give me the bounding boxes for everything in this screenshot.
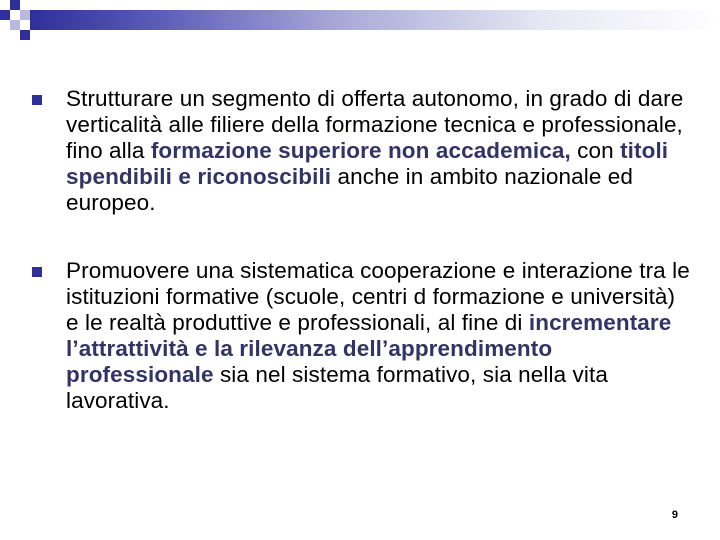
slide-content (30, 86, 690, 456)
header-decoration-square (0, 10, 10, 20)
emphasized-text: incrementare l’attrattività e la rilevanza dell’apprendimento professionale (66, 310, 672, 387)
header-decoration-square (20, 30, 30, 40)
text-segment: anche in ambito nazionale ed europeo. (66, 164, 634, 215)
page-number: 9 (671, 509, 678, 521)
header-decoration-square (20, 10, 30, 20)
bullet-item (30, 86, 690, 216)
emphasized-text: formazione superiore non accademica, (150, 138, 571, 163)
header-decoration-band (30, 10, 720, 30)
header-decoration-square (10, 20, 20, 30)
emphasized-text: titoli spendibili e riconoscibili (66, 138, 669, 189)
bullet-item (30, 258, 690, 414)
square-bullet-icon (32, 95, 42, 105)
text-segment: Promuovere una sistematica cooperazione e interazione tra le istituzioni formative (scuole, centri d formazione e università) e le realtà produttive e professionali, al fine di (66, 258, 690, 335)
bullet-text (66, 86, 690, 216)
text-segment: sia nel sistema formativo, sia nella vita lavorativa. (66, 362, 608, 413)
text-segment: Strutturare un segmento di offerta autonomo, in grado di dare verticalità alle filiere della formazione tecnica e professionale, fino alla (66, 86, 684, 163)
bullet-text (66, 258, 690, 414)
header-decoration-square (10, 0, 20, 10)
text-segment: con (570, 138, 621, 163)
square-bullet-icon (32, 267, 42, 277)
